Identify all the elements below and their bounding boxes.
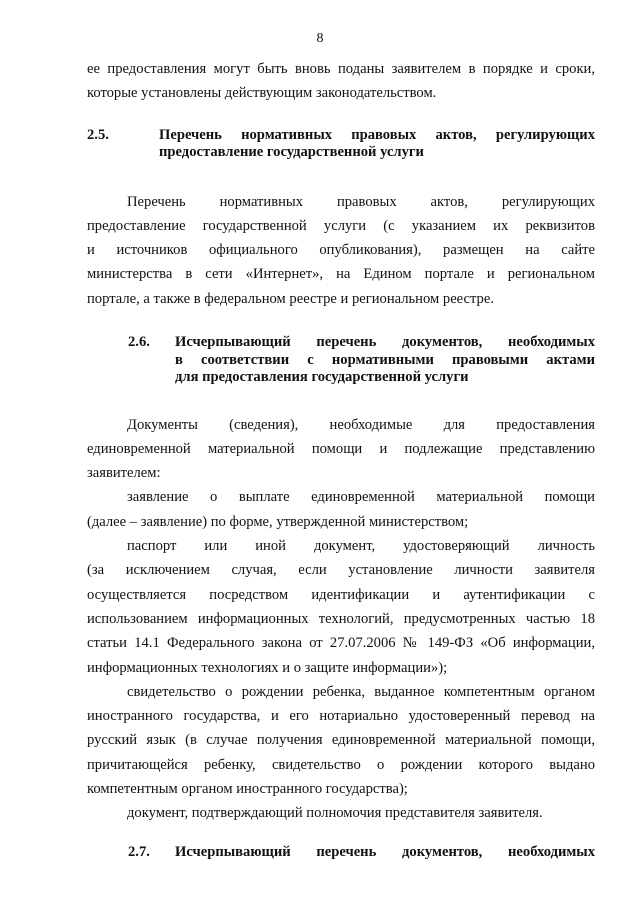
list-item-line: паспорт или иной документ, удостоверяющий личность [127, 538, 595, 555]
paragraph-line: Документы (сведения), необходимые для предоставления [127, 416, 595, 433]
list-item-line: свидетельство о рождении ребенка, выданное компетентным органом [127, 683, 595, 700]
section-number: 2.6. [128, 334, 150, 351]
paragraph-line: портале, а также в федеральном реестре и региональном реестре. [87, 290, 494, 307]
list-item-line: информационных технологиях и о защите информации»); [87, 659, 448, 676]
document-body [87, 57, 595, 861]
section-2-7-heading [87, 844, 595, 862]
list-item-line: (за исключением случая, если установление личности заявителя [87, 562, 595, 579]
section-title-line: Исчерпывающий перечень документов, необходимых [175, 334, 595, 351]
section-2-6-heading [87, 334, 595, 387]
section-title-line: Перечень нормативных правовых актов, регулирующих [159, 126, 595, 143]
section-title-line: в соответствии с нормативными правовыми актами [175, 351, 595, 368]
paragraph-line: и источников официального опубликования), размещен на сайте [87, 242, 595, 259]
paragraph-line: единовременной материальной помощи и подлежащие представлению [87, 440, 595, 457]
paragraph-line: министерства в сети «Интернет», на Едином портале и региональном [87, 266, 595, 283]
paragraph-line: заявителем: [87, 465, 161, 482]
section-2-5-heading [87, 127, 595, 162]
list-item-line: русский язык (в случае получения единовременной материальной помощи, [87, 732, 595, 749]
list-item-line: компетентным органом иностранного государства); [87, 781, 408, 798]
list-item-line: документ, подтверждающий полномочия представителя заявителя. [127, 805, 543, 822]
section-number: 2.5. [87, 126, 109, 143]
section-title-line: для предоставления государственной услуги [175, 369, 469, 386]
paragraph-line: предоставление государственной услуги (с указанием их реквизитов [87, 217, 595, 234]
section-number: 2.7. [128, 843, 150, 860]
section-title [175, 334, 595, 387]
list-item-line: причитающейся ребенку, свидетельство о рождении которого выдано [87, 756, 595, 773]
paragraph-line: Перечень нормативных правовых актов, регулирующих [127, 193, 595, 210]
list-item-line: статьи 14.1 Федерального закона от 27.07.2006 № 149-ФЗ «Об информации, [87, 635, 595, 652]
paragraph-continuation-line: ее предоставления могут быть вновь поданы заявителем в порядке и сроки, [87, 61, 595, 77]
list-item-line: (далее – заявление) по форме, утвержденной министерством; [87, 513, 469, 530]
list-item-line: заявление о выплате единовременной материальной помощи [127, 489, 595, 506]
paragraph-continuation-end: которые установлены действующим законодательством. [87, 85, 437, 102]
section-title [159, 127, 595, 162]
list-item-line: иностранного государства, и его нотариально удостоверенный перевод на [87, 708, 595, 725]
list-item-line: осуществляется посредством идентификации и аутентификации с [87, 586, 595, 603]
section-title-line: Исчерпывающий перечень документов, необходимых [175, 843, 595, 860]
section-title-line: предоставление государственной услуги [159, 144, 424, 161]
page-number: 8 [316, 31, 324, 46]
list-item-line: использованием информационных технологий, предусмотренных частью 18 [87, 610, 595, 627]
